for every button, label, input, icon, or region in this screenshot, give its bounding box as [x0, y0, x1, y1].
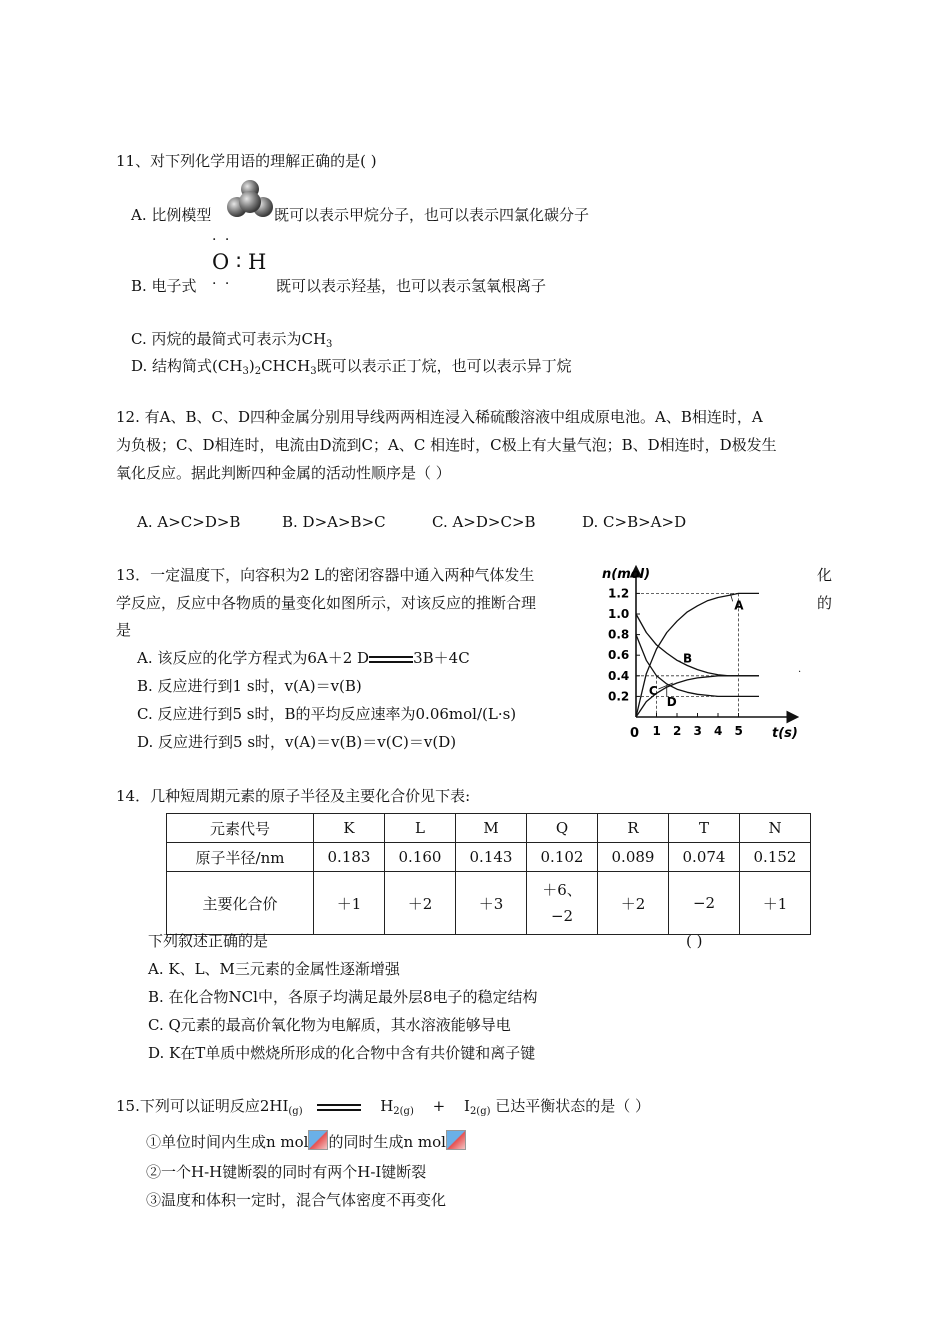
- y-tick-label: 0.4: [608, 668, 630, 683]
- q13-line-3: 是: [116, 621, 132, 639]
- series-label-a: A: [734, 598, 744, 613]
- broken-image-icon: [308, 1130, 328, 1150]
- q12-option-d: D. C>B>A>D: [582, 513, 687, 531]
- y-axis-label: n(mol): [602, 567, 651, 582]
- q11-option-d: D. 结构简式$(CH_3)_2CHCH_3$既可以表示正丁烷，也可以表示异丁烷: [131, 357, 572, 377]
- table-cell: N: [740, 814, 811, 843]
- electron-dots-bottom: · ·: [212, 276, 232, 292]
- q12-option-b: B. D>A>B>C: [282, 513, 386, 531]
- q12-line-2: 为负极；C、D相连时，电流由D流到C；A、C 相连时，C极上有大量气泡；B、D相连时，D极发生: [116, 436, 777, 454]
- q14-stem: 14．几种短周期元素的原子半径及主要化合价见下表:: [116, 787, 471, 805]
- q14-option-b: B. 在化合物NCl中，各原子均满足最外层8电子的稳定结构: [148, 988, 538, 1006]
- series-line-b: [636, 614, 759, 676]
- table-cell: ＋1: [314, 872, 385, 935]
- table-cell: 0.183: [314, 843, 385, 872]
- table-cell: K: [314, 814, 385, 843]
- q11-option-b-text: 既可以表示羟基，也可以表示氢氧根离子: [276, 277, 547, 295]
- q14-answer-paren: ( ): [686, 932, 703, 950]
- stray-dot: .: [798, 664, 802, 675]
- q13-option-d: D. 反应进行到5 s时，v(A)＝v(B)＝v(C)＝v(D): [137, 733, 457, 751]
- table-cell: 0.152: [740, 843, 811, 872]
- equilibrium-arrow-icon: [317, 1101, 361, 1113]
- electron-dots-top: · ·: [212, 232, 232, 248]
- q13-line-2: 学反应，反应中各物质的量变化如图所示，对该反应的推断合理: [116, 594, 537, 612]
- q14-option-c: C. Q元素的最高价氧化物为电解质，其水溶液能够导电: [148, 1016, 511, 1034]
- y-tick-label: 0.2: [608, 689, 630, 704]
- space-filling-model-icon: [226, 180, 274, 220]
- table-cell: ＋2: [385, 872, 456, 935]
- q12-option-c: C. A>D>C>B: [432, 513, 536, 531]
- y-tick-label: 1.2: [608, 586, 630, 601]
- q15-item-2: ②一个H-H键断裂的同时有两个H-I键断裂: [146, 1163, 427, 1181]
- q14-option-d: D. K在T单质中燃烧所形成的化合物中含有共价键和离子键: [148, 1044, 536, 1062]
- table-row: [167, 843, 811, 872]
- table-row: [167, 872, 811, 935]
- q13-option-c: C. 反应进行到5 s时，B的平均反应速率为0.06mol/(L·s): [137, 705, 517, 723]
- origin-label: 0: [630, 726, 640, 741]
- q11-option-c: C. 丙烷的最简式可表示为$CH_3$: [131, 330, 333, 350]
- broken-image-icon: [446, 1130, 466, 1150]
- q15-item-1: ①单位时间内生成n mol 的同时生成n mol: [146, 1130, 466, 1152]
- equilibrium-arrow-icon: [369, 653, 413, 665]
- q11-option-a-prefix: A. 比例模型: [131, 206, 212, 224]
- table-cell: ＋3: [456, 872, 527, 935]
- table-cell: R: [598, 814, 669, 843]
- table-row: [167, 814, 811, 843]
- table-cell: T: [669, 814, 740, 843]
- table-cell: 0.089: [598, 843, 669, 872]
- q13-option-a: A. 该反应的化学方程式为6A＋2 D 3B＋4C: [137, 649, 470, 667]
- q11-stem: 11、对下列化学用语的理解正确的是( ): [116, 152, 377, 170]
- table-cell: M: [456, 814, 527, 843]
- x-tick-label: 1: [652, 724, 661, 738]
- table-cell: 主要化合价: [167, 872, 314, 935]
- table-cell: L: [385, 814, 456, 843]
- series-label-d: D: [666, 695, 677, 710]
- q13-line-1: 13．一定温度下，向容积为2 L的密闭容器中通入两种气体发生: [116, 566, 535, 584]
- table-cell: 0.160: [385, 843, 456, 872]
- series-label-c: C: [648, 684, 658, 699]
- element-table: [166, 813, 811, 935]
- q13-option-b: B. 反应进行到1 s时，v(A)＝v(B): [137, 677, 362, 695]
- q12-line-3: 氧化反应。据此判断四种金属的活动性顺序是（ ）: [116, 464, 451, 482]
- table-cell: 0.074: [669, 843, 740, 872]
- electron-formula: O ∶ H: [212, 250, 267, 274]
- table-cell: ＋6、 −2: [527, 872, 598, 935]
- table-cell: 0.143: [456, 843, 527, 872]
- table-cell: ＋1: [740, 872, 811, 935]
- table-cell: 原子半径/nm: [167, 843, 314, 872]
- q11-option-a-text: 既可以表示甲烷分子，也可以表示四氯化碳分子: [274, 206, 590, 224]
- series-label-b: B: [683, 651, 693, 666]
- q13-line-2-end: 的: [817, 594, 833, 612]
- q14-option-a: A. K、L、M三元素的金属性逐渐增强: [148, 960, 400, 978]
- reaction-amount-chart: [596, 562, 806, 772]
- q12-option-a: A. A>C>D>B: [137, 513, 241, 531]
- q15-item-3: ③温度和体积一定时，混合气体密度不再变化: [146, 1191, 447, 1209]
- table-cell: 元素代号: [167, 814, 314, 843]
- q13-line-1-end: 化: [817, 566, 833, 584]
- table-cell: −2: [669, 872, 740, 935]
- q15-stem: 15.下列可以证明反应$2HI_{(g)}$ $H_{2(g)} + I_{2(g)}$ 已达平衡状态的是（ ）: [116, 1097, 651, 1117]
- q12-line-1: 12. 有A、B、C、D四种金属分别用导线两两相连浸入稀硫酸溶液中组成原电池。A、B相连时，A: [116, 408, 763, 426]
- y-tick-label: 1.0: [608, 607, 630, 621]
- x-tick-label: 5: [734, 724, 743, 738]
- x-tick-label: 2: [673, 724, 682, 738]
- q11-option-b-prefix: B. 电子式: [131, 277, 197, 295]
- x-tick-label: 4: [714, 724, 723, 738]
- table-cell: ＋2: [598, 872, 669, 935]
- table-cell: Q: [527, 814, 598, 843]
- y-tick-label: 0.8: [608, 627, 630, 642]
- x-axis-label: t(s): [772, 726, 798, 741]
- q14-after-table: 下列叙述正确的是: [148, 932, 269, 950]
- y-tick-label: 0.6: [608, 648, 630, 663]
- table-cell: 0.102: [527, 843, 598, 872]
- x-tick-label: 3: [693, 724, 702, 738]
